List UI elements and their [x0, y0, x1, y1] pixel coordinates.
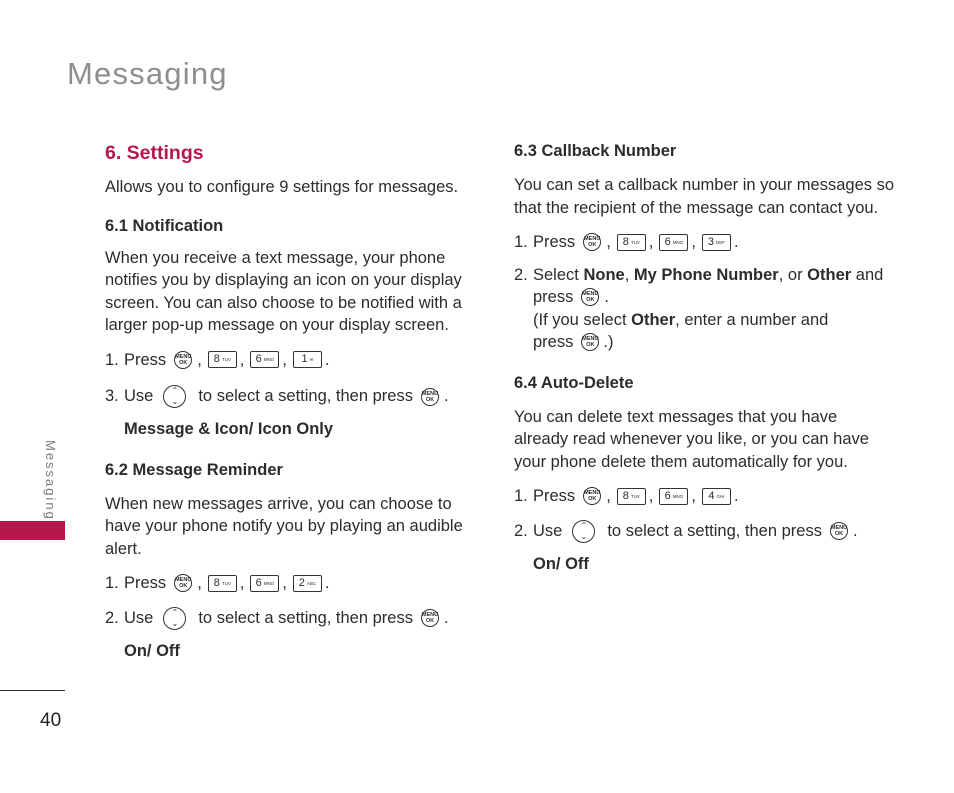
auto-delete-options: On/ Off — [533, 554, 589, 573]
step-press-text: Press — [124, 574, 167, 592]
step-rest-text: to select a setting, then press — [198, 608, 413, 627]
and-text: and — [855, 265, 884, 284]
auto-delete-body: You can delete text messages that you have already read whenever you like, or you can have your phone delete them automatically for you. — [514, 407, 869, 471]
option-none: None — [583, 265, 625, 284]
step-number: 1. — [514, 487, 528, 505]
section-title: 6. Settings — [105, 142, 204, 164]
auto-delete-step-1: 1. Press MENU OK , 8 TUV , 6 MNO , 4 GHI . — [514, 485, 894, 508]
menu-ok-key-icon: MENU OK — [583, 233, 601, 251]
reminder-options: On/ Off — [124, 641, 180, 660]
select-text: Select — [533, 265, 579, 284]
callback-step-2-press: press MENU OK . — [514, 286, 894, 309]
note-option-other: Other — [631, 310, 676, 329]
menu-ok-key-icon: MENU OK — [581, 288, 599, 306]
reminder-step-2: 2. Use ⌃ ⌄ to select a setting, then press MENU OK . — [105, 607, 449, 628]
page-number: 40 — [40, 710, 62, 731]
section-intro: Allows you to configure 9 settings for messages. — [105, 178, 459, 196]
reminder-body: When new messages arrive, you can choose to have your phone notify you by playing an audible alert. — [105, 494, 463, 558]
callback-step-2: 2. Select None , My Phone Number , or Other and — [514, 264, 894, 287]
key-8-icon: 8 TUV — [617, 488, 646, 505]
step-number: 1. — [514, 233, 528, 251]
page-title: Messaging — [67, 56, 228, 91]
option-other: Other — [807, 265, 852, 284]
callback-step-2-note — [514, 309, 894, 332]
press-text: press — [533, 333, 574, 351]
step-rest-text: to select a setting, then press — [607, 521, 822, 540]
step-press-text: Press — [533, 487, 576, 505]
notification-options: Message & Icon/ Icon Only — [124, 420, 334, 438]
side-color-tab — [0, 521, 65, 540]
key-6-icon: 6 MNO — [659, 488, 688, 505]
note-text: (If you select — [533, 310, 627, 329]
navigation-key-icon: ⌃ ⌄ — [163, 607, 186, 630]
side-section-label: Messaging — [43, 440, 58, 521]
right-column — [514, 140, 894, 575]
menu-ok-key-icon: MENU OK — [174, 351, 192, 369]
menu-ok-key-icon: MENU OK — [421, 388, 439, 406]
left-column — [105, 140, 490, 662]
subsection-title-auto-delete: 6.4 Auto-Delete — [514, 373, 634, 392]
press-text: press — [533, 288, 574, 306]
step-rest-text: to select a setting, then press — [198, 387, 413, 406]
note-rest-text: , enter a number and — [675, 310, 829, 329]
subsection-title-reminder: 6.2 Message Reminder — [105, 460, 283, 479]
key-8-icon: 8 TUV — [617, 234, 646, 251]
key-8-icon: 8 TUV — [208, 575, 237, 592]
step-number: 3. — [105, 387, 119, 406]
notification-step-3: 3. Use ⌃ ⌄ to select a setting, then press MENU OK . — [105, 386, 449, 406]
step-number: 2. — [514, 521, 528, 540]
reminder-step-1: 1. Press MENU OK , 8 TUV , 6 MNO , 2 ABC . — [105, 572, 490, 595]
key-2-icon: 2 ABC — [293, 575, 322, 592]
step-number: 1. — [105, 350, 119, 369]
step-use-text: Use — [533, 521, 563, 540]
step-number: 2. — [105, 608, 119, 627]
callback-step-2-note-press — [514, 331, 894, 354]
or-text: , or — [778, 265, 803, 284]
key-6-icon: 6 MNO — [250, 351, 279, 368]
menu-ok-key-icon: MENU OK — [174, 574, 192, 592]
menu-ok-key-icon: MENU OK — [830, 522, 848, 540]
menu-ok-key-icon: MENU OK — [583, 487, 601, 505]
footer-divider — [0, 690, 65, 691]
key-6-icon: 6 MNO — [250, 575, 279, 592]
step-press-text: Press — [533, 233, 576, 251]
callback-body: You can set a callback number in your messages so that the recipient of the message can contact you. — [514, 176, 895, 217]
key-1-icon: 1 ✉ — [293, 351, 322, 368]
subsection-title-notification: 6.1 Notification — [105, 216, 224, 235]
step-number: 2. — [514, 265, 528, 284]
menu-ok-key-icon: MENU OK — [421, 609, 439, 627]
navigation-key-icon: ⌃ ⌄ — [163, 385, 186, 408]
step-press-text: Press — [124, 350, 167, 369]
key-3-icon: 3 DEF — [702, 234, 731, 251]
step-use-text: Use — [124, 608, 154, 627]
key-6-icon: 6 MNO — [659, 234, 688, 251]
close-paren-text: .) — [603, 333, 614, 351]
navigation-key-icon: ⌃ ⌄ — [572, 520, 595, 543]
auto-delete-step-2: 2. Use ⌃ ⌄ to select a setting, then press MENU OK . — [514, 520, 858, 541]
callback-step-1: 1. Press MENU OK , 8 TUV , 6 MNO , 3 DEF . — [514, 231, 894, 254]
notification-body: When you receive a text message, your phone notifies you by displaying an icon on your display screen. You can also choose to be notified with a larger pop-up message on your display screen. — [105, 248, 462, 334]
step-use-text: Use — [124, 387, 154, 406]
notification-step-1: 1. Press MENU OK , 8 TUV , 6 MNO , 1 ✉ . — [105, 349, 490, 372]
menu-ok-key-icon: MENU OK — [581, 333, 599, 351]
key-4-icon: 4 GHI — [702, 488, 731, 505]
option-my-phone-number: My Phone Number — [633, 265, 779, 284]
step-number: 1. — [105, 574, 119, 592]
subsection-title-callback: 6.3 Callback Number — [514, 142, 677, 160]
key-8-icon: 8 TUV — [208, 351, 237, 368]
